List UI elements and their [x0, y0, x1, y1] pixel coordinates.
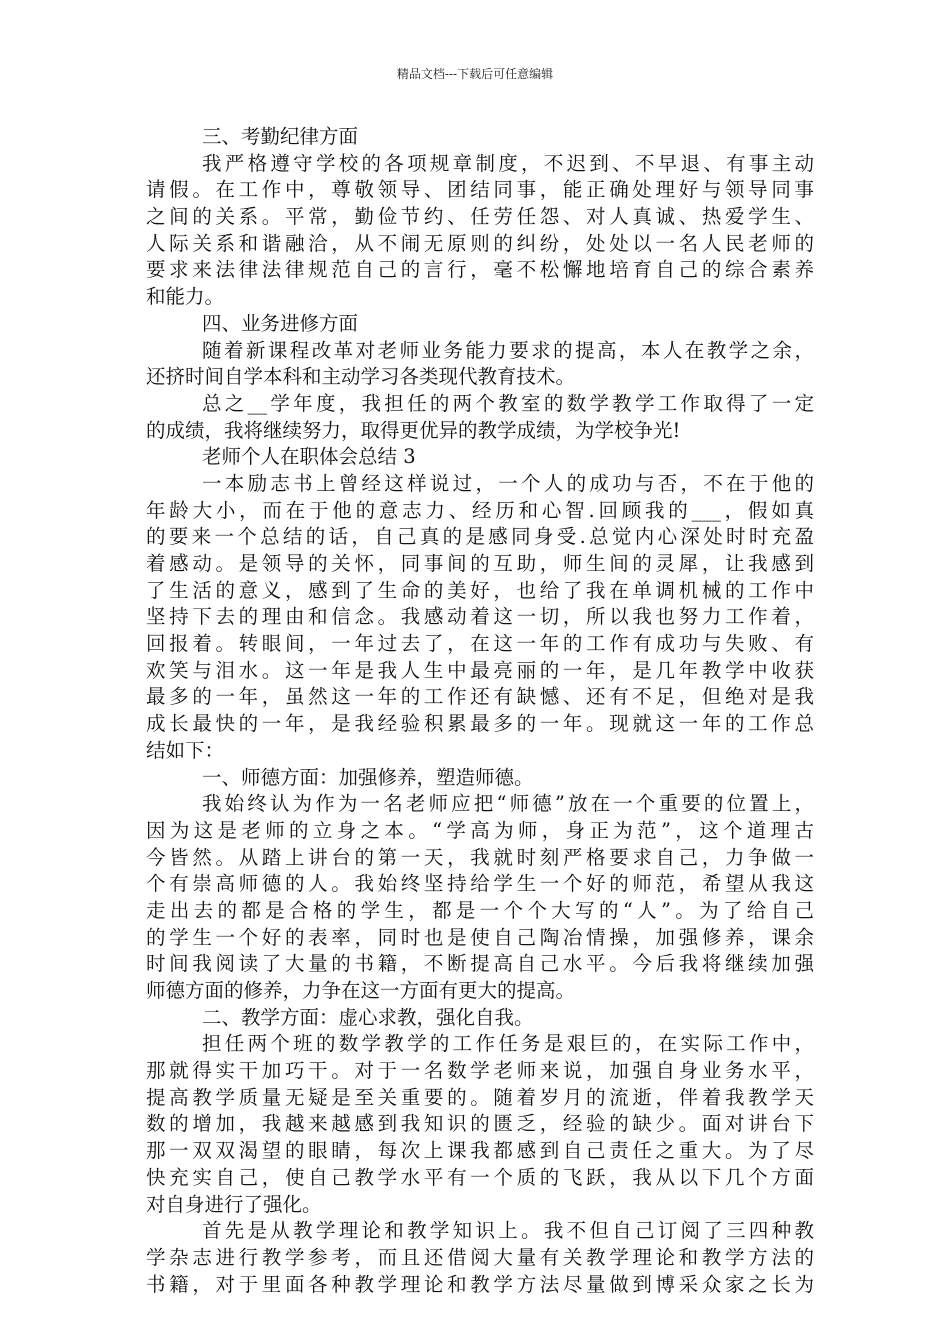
text-line: 首先是从教学理论和教学知识上。我不但自己订阅了三四种教 [202, 1219, 814, 1243]
text-line: 年龄大小，而在于他的意志力、经历和心智.回顾我的___，假如真 [146, 498, 814, 522]
text-line: 担任两个班的数学教学的工作任务是艰巨的，在实际工作中， [202, 1032, 814, 1056]
text-line: 数的增加，我越来越感到我知识的匮乏，经验的缺少。面对讲台下 [146, 1112, 814, 1136]
text-line: 和能力。 [146, 285, 225, 309]
text-line: 个有崇高师德的人。我始终坚持给学生一个好的师范，希望从我这 [146, 872, 814, 896]
text-line: 随着新课程改革对老师业务能力要求的提高，本人在教学之余， [202, 338, 814, 362]
text-line: 请假。在工作中，尊敬领导、团结同事，能正确处理好与领导同事 [146, 178, 814, 202]
text-line: 那一双双渴望的眼睛，每次上课我都感到自己责任之重大。为了尽 [146, 1139, 814, 1163]
text-line: 老师个人在职体会总结 3 [202, 445, 416, 469]
text-line: 人际关系和谐融洽，从不闹无原则的纠纷，处处以一名人民老师的 [146, 231, 814, 255]
text-line: 我严格遵守学校的各项规章制度，不迟到、不早退、有事主动 [202, 151, 814, 175]
text-line: 一、师德方面：加强修养，塑造师德。 [202, 765, 534, 789]
text-line: 对自身进行了强化。 [146, 1192, 322, 1216]
text-line: 结如下： [146, 738, 225, 762]
text-line: 的学生一个好的表率，同时也是使自己陶冶情操，加强修养，课余 [146, 925, 814, 949]
text-line: 着感动。是领导的关怀，同事间的互助，师生间的灵犀，让我感到 [146, 552, 814, 575]
text-line: 要求来法律法律规范自己的言行，毫不松懈地培育自己的综合素养 [146, 258, 814, 282]
text-line: 三、考勤纪律方面 [202, 125, 359, 148]
text-line: 的要来一个总结的话，自己真的是感同身受.总觉内心深处时时充盈 [146, 525, 814, 549]
text-line: 今皆然。从踏上讲台的第一天，我就时刻严格要求自己，力争做一 [146, 845, 814, 869]
text-line: 时间我阅读了大量的书籍，不断提高自己水平。今后我将继续加强 [146, 952, 814, 976]
text-line: 师德方面的修养，力争在这一方面有更大的提高。 [146, 979, 576, 1002]
text-line: 欢笑与泪水。这一年是我人生中最亮丽的一年，是几年教学中收获 [146, 658, 814, 682]
text-line: 一本励志书上曾经这样说过，一个人的成功与否，不在于他的 [202, 471, 814, 495]
page-header: 精品文档---下载后可任意编辑 [396, 67, 554, 81]
text-line: 之间的关系。平常，勤俭节约、任劳任怨、对人真诚、热爱学生、 [146, 205, 814, 229]
text-line: 学杂志进行教学参考，而且还借阅大量有关教学理论和教学方法的 [146, 1245, 814, 1269]
text-line: 回报着。转眼间，一年过去了，在这一年的工作有成功与失败、有 [146, 632, 814, 656]
text-line: 坚持下去的理由和信念。我感动着这一切，所以我也努力工作着， [146, 605, 814, 629]
text-line: 还挤时间自学本科和主动学习各类现代教育技术。 [146, 365, 576, 389]
text-line: 了生活的意义，感到了生命的美好，也给了我在单调机械的工作中 [146, 578, 814, 602]
text-line: 成长最快的一年，是我经验积累最多的一年。现就这一年的工作总 [146, 712, 814, 736]
text-line: 因为这是老师的立身之本。“学高为师，身正为范”，这个道理古 [146, 818, 814, 842]
text-line: 二、教学方面：虚心求教，强化自我。 [202, 1005, 534, 1029]
text-line: 总之__学年度，我担任的两个教室的数学教学工作取得了一定 [202, 391, 814, 415]
text-line: 我始终认为作为一名老师应把“师德”放在一个重要的位置上， [202, 792, 814, 816]
text-line: 走出去的都是合格的学生，都是一个个大写的“人”。为了给自己 [146, 898, 814, 922]
text-line: 最多的一年，虽然这一年的工作还有缺憾、还有不足，但绝对是我 [146, 685, 814, 709]
document-body [146, 124, 814, 1298]
text-line: 四、业务进修方面 [202, 311, 359, 335]
text-line: 提高教学质量无疑是至关重要的。随着岁月的流逝，伴着我教学天 [146, 1085, 814, 1109]
text-line: 那就得实干加巧干。对于一名数学老师来说，加强自身业务水平， [146, 1059, 814, 1083]
text-line: 快充实自己，使自己教学水平有一个质的飞跃，我从以下几个方面 [146, 1165, 814, 1189]
text-line: 书籍，对于里面各种教学理论和教学方法尽量做到博采众家之长为 [146, 1272, 814, 1296]
text-line: 的成绩，我将继续努力，取得更优异的教学成绩，为学校争光! [146, 418, 681, 442]
